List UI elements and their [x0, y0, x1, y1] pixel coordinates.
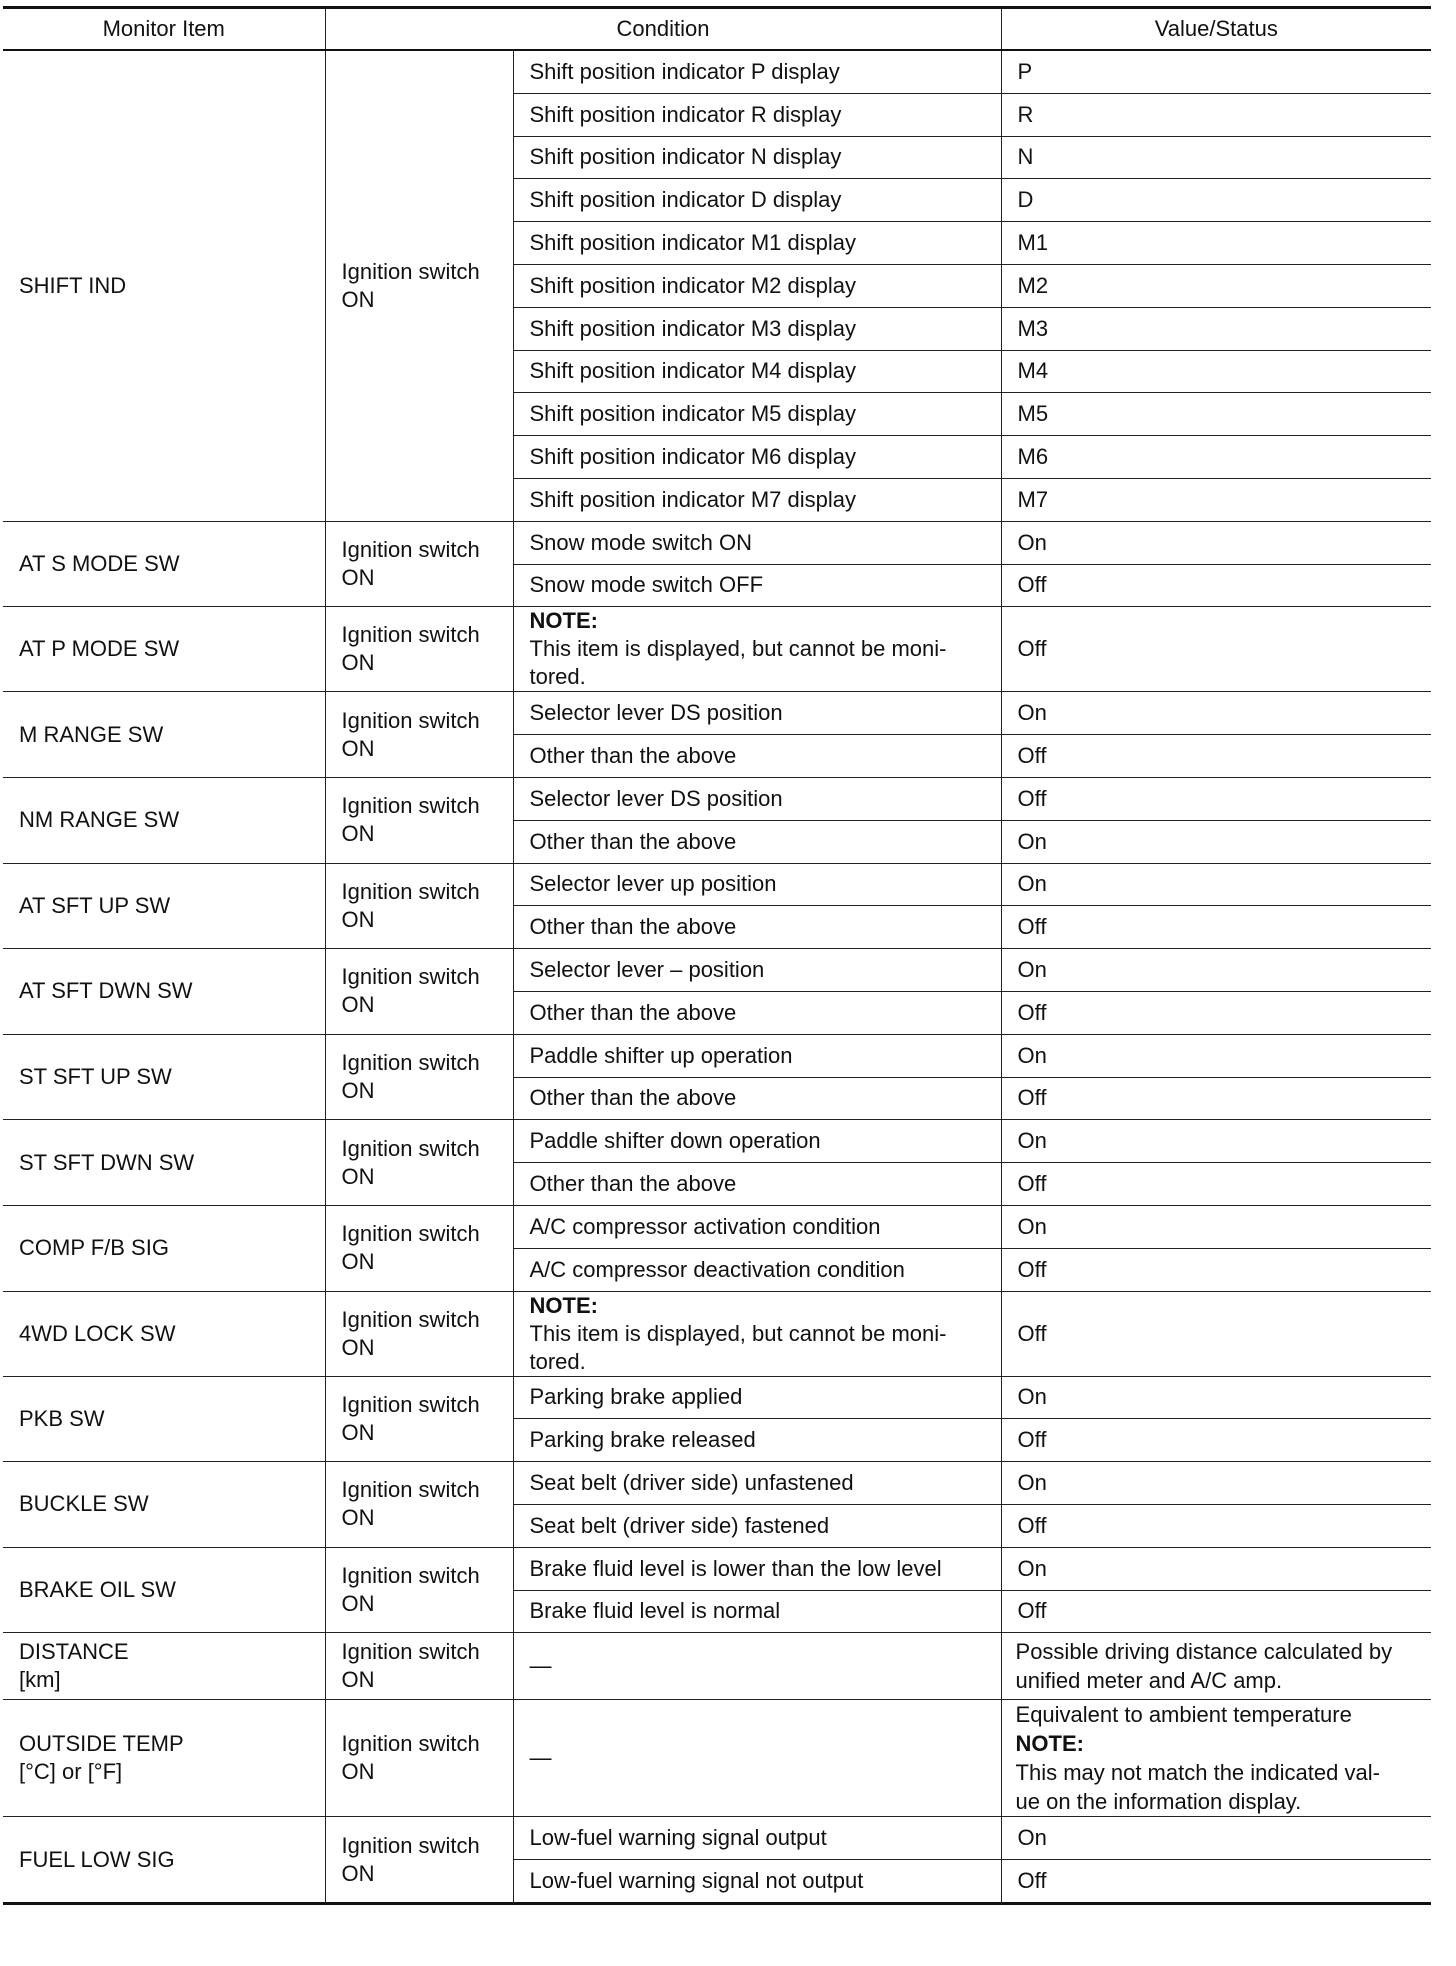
condition-cell: Other than the above	[513, 820, 1001, 863]
ignition-condition-cell: Ignition switch ON	[325, 1120, 513, 1206]
value-cell: P	[1001, 50, 1431, 93]
ignition-condition-cell: Ignition switch ON	[325, 607, 513, 692]
table-row	[3, 607, 1431, 692]
value-cell: Off	[1001, 564, 1431, 607]
header-monitor-item: Monitor Item	[3, 8, 325, 51]
value-cell: Off	[1001, 735, 1431, 778]
ignition-condition-cell: Ignition switch ON	[325, 50, 513, 521]
condition-cell: Selector lever – position	[513, 949, 1001, 992]
condition-cell: Other than the above	[513, 1077, 1001, 1120]
condition-cell: Low-fuel warning signal output	[513, 1817, 1001, 1860]
monitor-item-cell: COMP F/B SIG	[3, 1205, 325, 1291]
monitor-item-cell: FUEL LOW SIG	[3, 1817, 325, 1904]
ignition-condition-cell: Ignition switch ON	[325, 1291, 513, 1376]
monitor-item-cell: ST SFT DWN SW	[3, 1120, 325, 1206]
ignition-condition-cell: Ignition switch ON	[325, 1034, 513, 1120]
value-cell: On	[1001, 1817, 1431, 1860]
condition-cell: A/C compressor deactivation condition	[513, 1248, 1001, 1291]
value-cell: Off	[1001, 607, 1431, 692]
monitor-item-cell: BRAKE OIL SW	[3, 1547, 325, 1633]
table-row	[3, 1205, 1431, 1248]
table-row	[3, 1700, 1431, 1817]
value-cell: On	[1001, 1034, 1431, 1077]
value-cell: Off	[1001, 1163, 1431, 1206]
condition-cell: Shift position indicator D display	[513, 179, 1001, 222]
condition-cell: Selector lever DS position	[513, 692, 1001, 735]
condition-cell: Selector lever DS position	[513, 777, 1001, 820]
condition-cell: Shift position indicator M6 display	[513, 436, 1001, 479]
condition-cell: Shift position indicator M2 display	[513, 264, 1001, 307]
condition-cell: Parking brake applied	[513, 1376, 1001, 1419]
header-value-status: Value/Status	[1001, 8, 1431, 51]
table-header-row	[3, 8, 1431, 51]
note-cell: NOTE: This item is displayed, but cannot be moni- tored.	[513, 1291, 1001, 1376]
dash-cell: —	[513, 1700, 1001, 1817]
value-cell: R	[1001, 93, 1431, 136]
condition-cell: Shift position indicator R display	[513, 93, 1001, 136]
value-cell: On	[1001, 1205, 1431, 1248]
monitor-item-table	[3, 6, 1431, 1905]
condition-cell: Low-fuel warning signal not output	[513, 1860, 1001, 1904]
value-cell: Off	[1001, 1860, 1431, 1904]
value-cell: Off	[1001, 991, 1431, 1034]
condition-cell: Snow mode switch ON	[513, 521, 1001, 564]
monitor-item-cell: DISTANCE [km]	[3, 1633, 325, 1700]
ignition-condition-cell: Ignition switch ON	[325, 1205, 513, 1291]
condition-cell: Shift position indicator N display	[513, 136, 1001, 179]
condition-cell: Shift position indicator M3 display	[513, 307, 1001, 350]
value-cell: Off	[1001, 906, 1431, 949]
ignition-condition-cell: Ignition switch ON	[325, 1462, 513, 1548]
value-cell: On	[1001, 692, 1431, 735]
value-cell: M5	[1001, 393, 1431, 436]
monitor-item-cell: AT S MODE SW	[3, 521, 325, 607]
condition-cell: Selector lever up position	[513, 863, 1001, 906]
ignition-condition-cell: Ignition switch ON	[325, 521, 513, 607]
monitor-item-cell: ST SFT UP SW	[3, 1034, 325, 1120]
ignition-condition-cell: Ignition switch ON	[325, 1817, 513, 1904]
value-cell: M7	[1001, 478, 1431, 521]
table-row	[3, 949, 1431, 992]
value-cell: Off	[1001, 777, 1431, 820]
value-cell: Off	[1001, 1590, 1431, 1633]
ignition-condition-cell: Ignition switch ON	[325, 949, 513, 1035]
value-cell: Off	[1001, 1291, 1431, 1376]
table-row	[3, 692, 1431, 735]
condition-cell: Parking brake released	[513, 1419, 1001, 1462]
value-cell: Off	[1001, 1504, 1431, 1547]
value-cell: On	[1001, 1376, 1431, 1419]
monitor-item-cell: SHIFT IND	[3, 50, 325, 521]
value-cell: On	[1001, 820, 1431, 863]
ignition-condition-cell: Ignition switch ON	[325, 1376, 513, 1462]
condition-cell: Shift position indicator M5 display	[513, 393, 1001, 436]
value-cell: M2	[1001, 264, 1431, 307]
value-cell: On	[1001, 949, 1431, 992]
monitor-item-cell: NM RANGE SW	[3, 777, 325, 863]
table-row	[3, 1462, 1431, 1505]
value-cell: On	[1001, 1120, 1431, 1163]
value-cell: On	[1001, 863, 1431, 906]
condition-cell: Shift position indicator P display	[513, 50, 1001, 93]
table-row	[3, 1120, 1431, 1163]
table-row	[3, 1034, 1431, 1077]
condition-cell: Paddle shifter up operation	[513, 1034, 1001, 1077]
table-row	[3, 1291, 1431, 1376]
condition-cell: Other than the above	[513, 1163, 1001, 1206]
monitor-item-cell: BUCKLE SW	[3, 1462, 325, 1548]
value-cell: M1	[1001, 222, 1431, 265]
ignition-condition-cell: Ignition switch ON	[325, 863, 513, 949]
value-cell: On	[1001, 1462, 1431, 1505]
ignition-condition-cell: Ignition switch ON	[325, 1700, 513, 1817]
monitor-item-cell: AT SFT DWN SW	[3, 949, 325, 1035]
note-cell: NOTE: This item is displayed, but cannot be moni- tored.	[513, 607, 1001, 692]
table-row	[3, 1547, 1431, 1590]
value-cell: Off	[1001, 1248, 1431, 1291]
value-cell: Possible driving distance calculated by unified meter and A/C amp.	[1001, 1633, 1431, 1700]
table-row	[3, 1817, 1431, 1860]
condition-cell: Seat belt (driver side) unfastened	[513, 1462, 1001, 1505]
monitor-item-cell: PKB SW	[3, 1376, 325, 1462]
dash-cell: —	[513, 1633, 1001, 1700]
condition-cell: Brake fluid level is lower than the low level	[513, 1547, 1001, 1590]
value-cell: M3	[1001, 307, 1431, 350]
table-row	[3, 50, 1431, 93]
monitor-item-cell: AT P MODE SW	[3, 607, 325, 692]
monitor-item-cell: 4WD LOCK SW	[3, 1291, 325, 1376]
monitor-item-cell: M RANGE SW	[3, 692, 325, 778]
condition-cell: Other than the above	[513, 991, 1001, 1034]
condition-cell: Brake fluid level is normal	[513, 1590, 1001, 1633]
value-cell: On	[1001, 521, 1431, 564]
condition-cell: Seat belt (driver side) fastened	[513, 1504, 1001, 1547]
value-cell: Equivalent to ambient temperature NOTE: This may not match the indicated val- ue on the information display.	[1001, 1700, 1431, 1817]
condition-cell: Other than the above	[513, 906, 1001, 949]
condition-cell: Other than the above	[513, 735, 1001, 778]
monitor-item-cell: OUTSIDE TEMP [°C] or [°F]	[3, 1700, 325, 1817]
value-cell: On	[1001, 1547, 1431, 1590]
condition-cell: A/C compressor activation condition	[513, 1205, 1001, 1248]
condition-cell: Shift position indicator M4 display	[513, 350, 1001, 393]
condition-cell: Snow mode switch OFF	[513, 564, 1001, 607]
value-cell: M6	[1001, 436, 1431, 479]
condition-cell: Paddle shifter down operation	[513, 1120, 1001, 1163]
ignition-condition-cell: Ignition switch ON	[325, 777, 513, 863]
value-cell: Off	[1001, 1419, 1431, 1462]
spec-table-wrapper	[3, 6, 1431, 1905]
table-row	[3, 1376, 1431, 1419]
value-cell: D	[1001, 179, 1431, 222]
value-cell: N	[1001, 136, 1431, 179]
ignition-condition-cell: Ignition switch ON	[325, 692, 513, 778]
table-row	[3, 521, 1431, 564]
table-row	[3, 863, 1431, 906]
condition-cell: Shift position indicator M7 display	[513, 478, 1001, 521]
table-row	[3, 777, 1431, 820]
condition-cell: Shift position indicator M1 display	[513, 222, 1001, 265]
monitor-item-cell: AT SFT UP SW	[3, 863, 325, 949]
value-cell: Off	[1001, 1077, 1431, 1120]
ignition-condition-cell: Ignition switch ON	[325, 1547, 513, 1633]
ignition-condition-cell: Ignition switch ON	[325, 1633, 513, 1700]
header-condition: Condition	[325, 8, 1001, 51]
table-row	[3, 1633, 1431, 1700]
value-cell: M4	[1001, 350, 1431, 393]
